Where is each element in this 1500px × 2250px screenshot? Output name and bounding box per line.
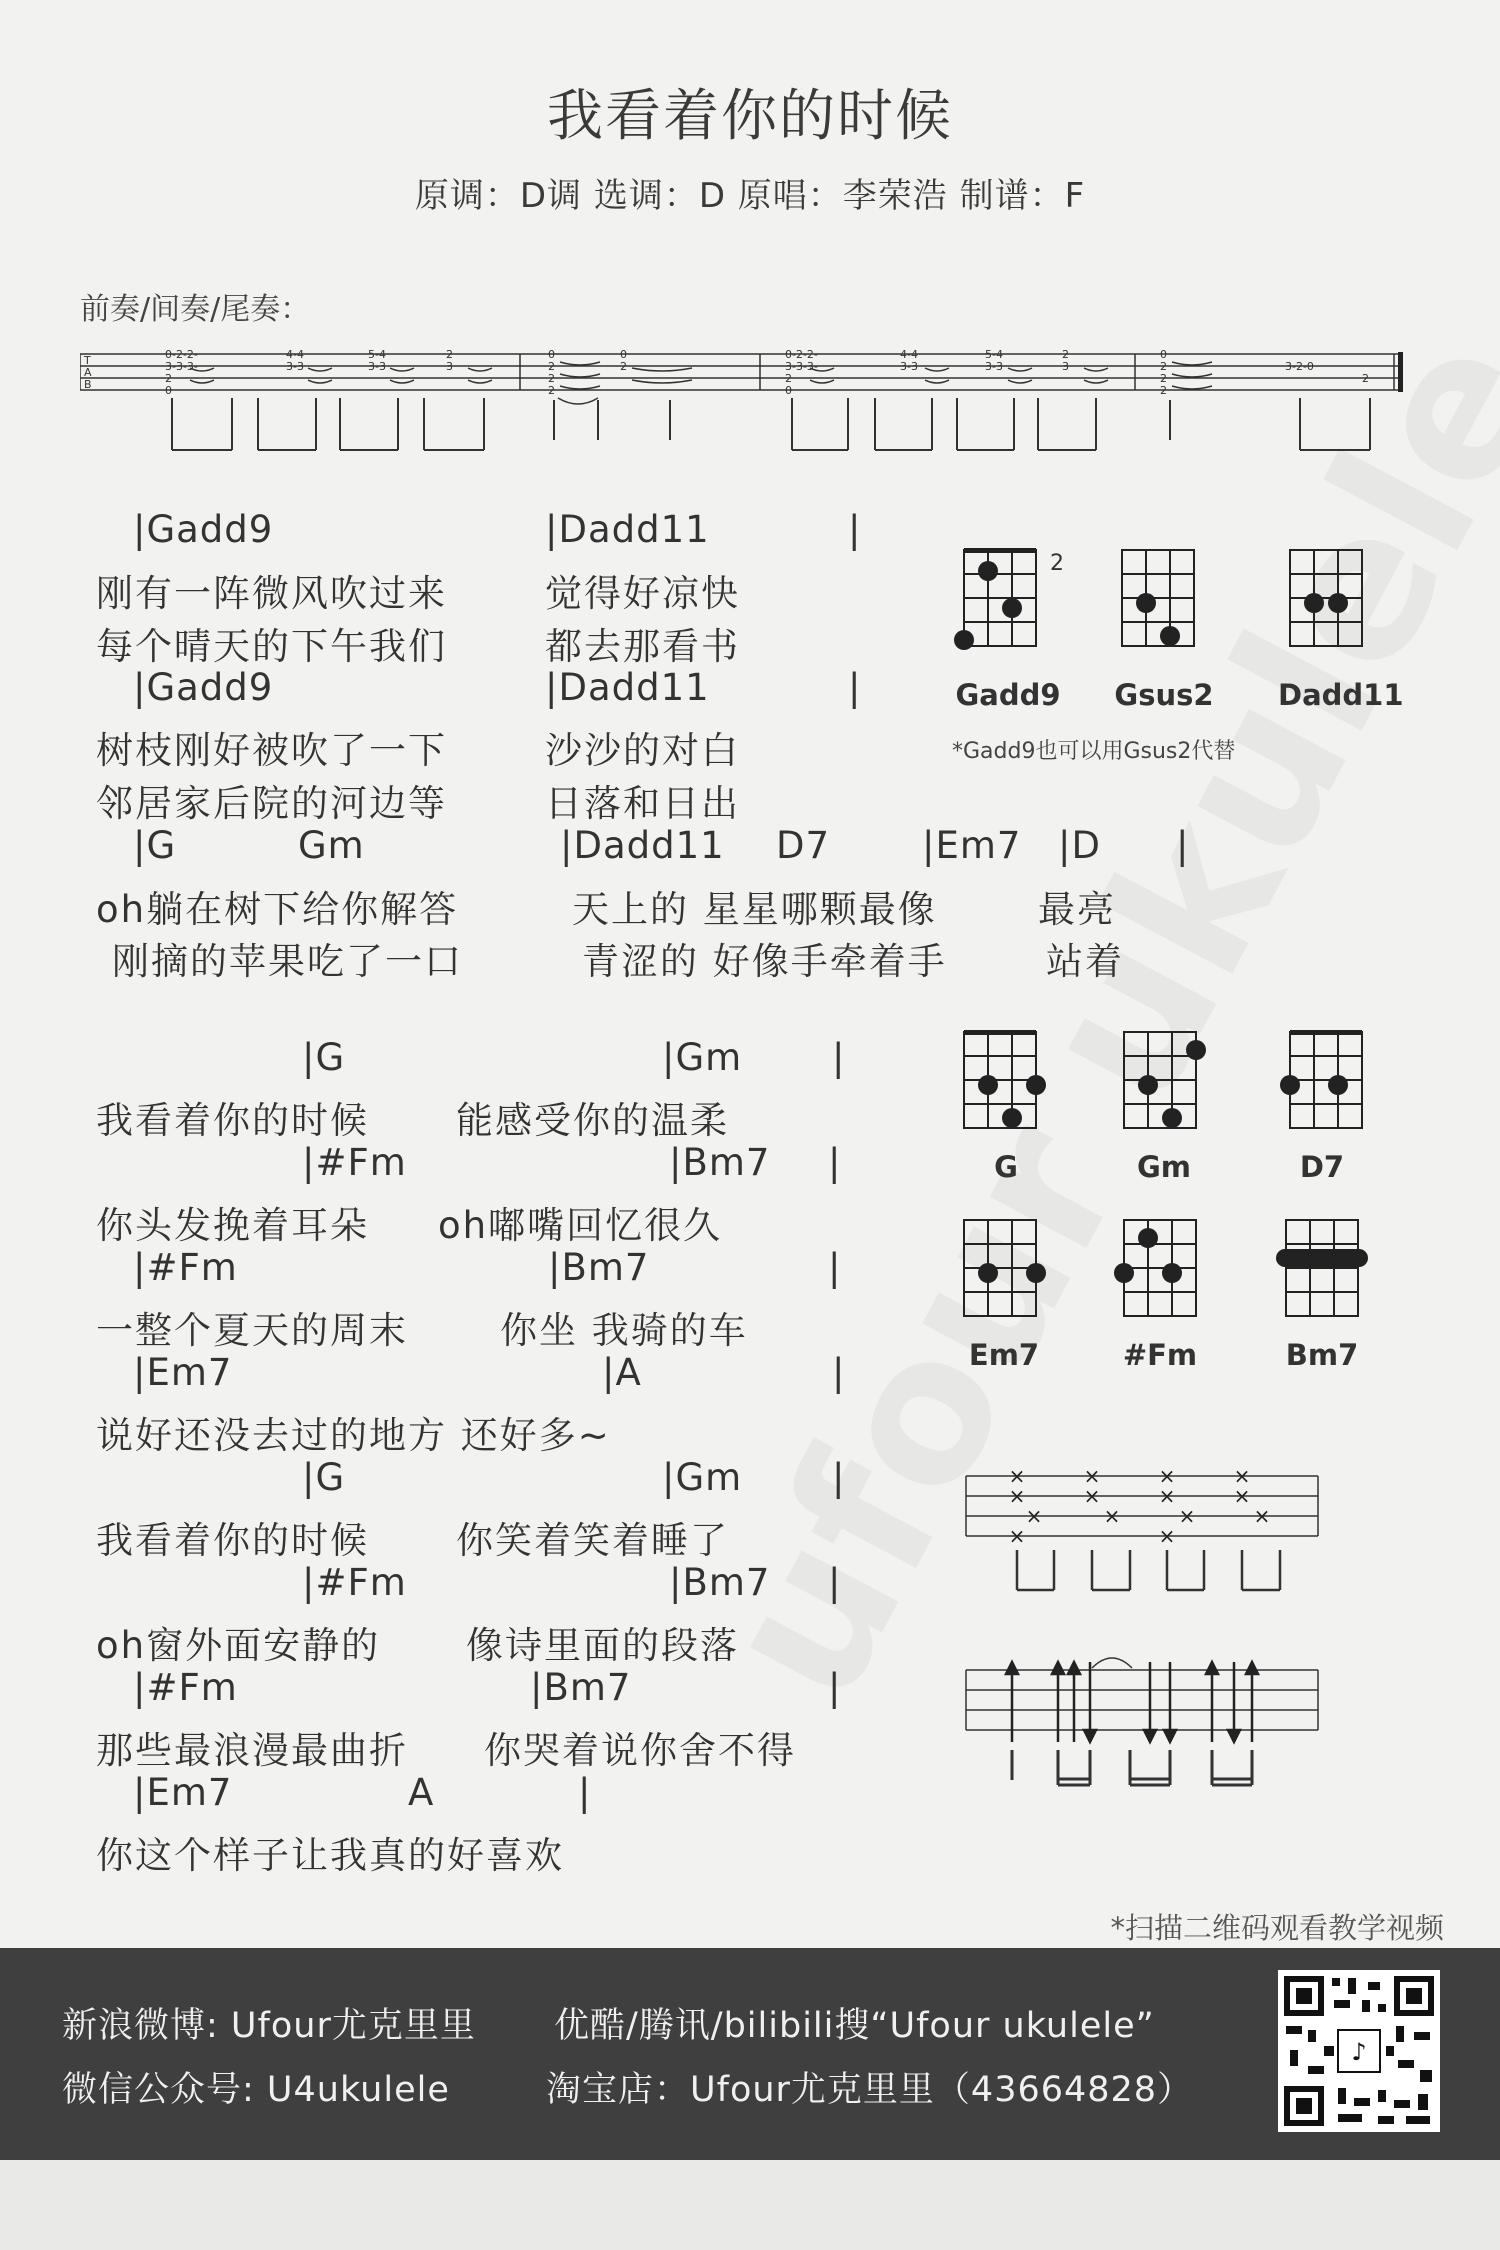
gadd9-note: *Gadd9也可以用Gsus2代替	[952, 739, 1236, 764]
svg-text:3: 3	[446, 360, 453, 373]
chord-label: D7	[776, 824, 831, 867]
lyric-line: 能感受你的温柔	[456, 1099, 729, 1142]
chord-label: |Bm7	[669, 1561, 771, 1604]
svg-text:×: ×	[1158, 1524, 1176, 1548]
chord-name: G	[994, 1150, 1018, 1184]
chord-label: |D	[1058, 824, 1101, 867]
bar-line: |	[848, 508, 861, 551]
svg-text:2: 2	[548, 360, 555, 373]
lyric-line: 我看着你的时候	[96, 1519, 369, 1562]
svg-text:2: 2	[1160, 372, 1167, 385]
lyric-line: 日落和日出	[545, 782, 740, 825]
chord-label: |Gm	[662, 1456, 743, 1499]
svg-text:×: ×	[1253, 1504, 1271, 1528]
tab-m2-s1: 0	[548, 348, 555, 361]
bar-line: |	[832, 1456, 845, 1499]
tab-m1-s3: 2	[165, 372, 172, 385]
lyric-line: 刚摘的苹果吃了一口	[112, 940, 463, 983]
svg-text:×: ×	[1233, 1464, 1251, 1488]
chord-label: Gm	[298, 824, 365, 867]
tab-letter-b: B	[84, 378, 92, 391]
chord-label: |Em7	[133, 1351, 233, 1394]
lyric-line: 站着	[1046, 940, 1124, 983]
svg-text:0-2-2-: 0-2-2-	[785, 348, 818, 361]
chord-label: |#Fm	[133, 1246, 238, 1289]
gadd9-fret-number: 2	[1050, 551, 1064, 576]
chord-label: |Dadd11	[545, 508, 710, 551]
footer	[0, 1948, 1500, 2160]
chord-label: |G	[133, 824, 177, 867]
svg-text:5-4: 5-4	[985, 348, 1003, 361]
svg-text:4-4: 4-4	[900, 348, 918, 361]
lyric-line: 你笑着笑着睡了	[456, 1519, 729, 1562]
chord-label: |#Fm	[302, 1141, 407, 1184]
svg-text:3-3: 3-3	[368, 360, 386, 373]
lyric-line: 说好还没去过的地方 还好多~	[96, 1414, 611, 1457]
chord-name: Bm7	[1285, 1338, 1359, 1372]
tab-letter-a: A	[84, 366, 92, 379]
footer-wechat: 微信公众号: U4ukulele	[62, 2070, 450, 2110]
lyric-line: 像诗里面的段落	[466, 1624, 739, 1667]
song-meta: 原调：D调 选调：D 原唱：李荣浩 制谱：F	[414, 176, 1086, 216]
footer-taobao: 淘宝店：Ufour尤克里里（43664828）	[546, 2070, 1194, 2110]
lyric-line: oh躺在树下给你解答	[96, 888, 459, 931]
chord-label: |Bm7	[669, 1141, 771, 1184]
footer-weibo: 新浪微博: Ufour尤克里里	[62, 2006, 476, 2046]
bottom-strip	[0, 2160, 1500, 2250]
chord-diagram-fsm	[1110, 1210, 1220, 1340]
svg-text:×: ×	[1008, 1484, 1026, 1508]
lyric-line: 刚有一阵微风吹过来	[96, 572, 447, 615]
chord-diagram-em7	[950, 1210, 1060, 1340]
chord-label: |Dadd11	[545, 666, 710, 709]
intro-tab	[80, 340, 1420, 470]
lyric-line: 树枝刚好被吹了一下	[96, 729, 447, 772]
chord-diagram-d7	[1276, 1022, 1376, 1152]
lyric-line: 一整个夏天的周末	[96, 1309, 408, 1352]
chord-name: Gadd9	[955, 678, 1061, 712]
chord-diagram-gm	[1110, 1022, 1220, 1152]
bar-line: |	[828, 1561, 841, 1604]
chord-label: |Dadd11	[560, 824, 725, 867]
svg-text:3-3: 3-3	[286, 360, 304, 373]
bar-line: |	[832, 1351, 845, 1394]
svg-text:3-3-3-: 3-3-3-	[785, 360, 818, 373]
svg-text:3-3: 3-3	[900, 360, 918, 373]
svg-text:2: 2	[785, 372, 792, 385]
svg-text:0: 0	[785, 384, 792, 397]
svg-text:×: ×	[1103, 1504, 1121, 1528]
lyric-line: 那些最浪漫最曲折	[96, 1729, 408, 1772]
tab-m1-s4: 0	[165, 384, 172, 397]
bar-line: |	[828, 1141, 841, 1184]
chord-label: |Gm	[662, 1036, 743, 1079]
picking-pattern	[962, 1460, 1322, 1610]
intro-label: 前奏/间奏/尾奏：	[80, 292, 311, 327]
chord-name: Dadd11	[1278, 678, 1404, 712]
chord-label: |#Fm	[302, 1561, 407, 1604]
lyric-line: 你哭着说你舍不得	[484, 1729, 796, 1772]
svg-text:2: 2	[548, 372, 555, 385]
strum-pattern	[962, 1640, 1322, 1800]
chord-name: #Fm	[1122, 1338, 1198, 1372]
chord-label: |Bm7	[548, 1246, 650, 1289]
svg-text:2: 2	[1062, 348, 1069, 361]
svg-text:2: 2	[1160, 360, 1167, 373]
footer-video: 优酷/腾讯/bilibili搜“Ufour ukulele”	[554, 2006, 1155, 2046]
svg-text:×: ×	[1178, 1504, 1196, 1528]
chord-diagram-g	[950, 1022, 1060, 1152]
bar-line: |	[578, 1771, 591, 1814]
song-title: 我看着你的时候	[547, 84, 953, 149]
svg-text:×: ×	[1008, 1524, 1026, 1548]
svg-text:×: ×	[1158, 1484, 1176, 1508]
chord-name: Gm	[1136, 1150, 1192, 1184]
chord-label: |Gadd9	[133, 508, 274, 551]
chord-label: |Em7	[922, 824, 1022, 867]
chord-label: |#Fm	[133, 1666, 238, 1709]
lyric-line: 都去那看书	[545, 625, 740, 668]
chord-label: |Em7	[133, 1771, 233, 1814]
bar-line: |	[848, 666, 861, 709]
chord-label: A	[408, 1771, 435, 1814]
qr-code[interactable]	[1278, 1970, 1440, 2132]
lyric-line: 觉得好凉快	[545, 572, 740, 615]
chord-diagram-dadd11	[1276, 540, 1376, 670]
svg-text:2: 2	[1362, 372, 1369, 385]
svg-text:3: 3	[1062, 360, 1069, 373]
svg-text:0: 0	[620, 348, 627, 361]
lyric-line: 天上的 星星哪颗最像	[572, 888, 937, 931]
tab-m1-s1: 0-2-2-	[165, 348, 198, 361]
lyric-line: 最亮	[1038, 888, 1116, 931]
svg-text:×: ×	[1158, 1464, 1176, 1488]
svg-text:×: ×	[1008, 1464, 1026, 1488]
svg-text:0: 0	[1160, 348, 1167, 361]
svg-text:♪: ♪	[1351, 2038, 1367, 2066]
chord-label: |Gadd9	[133, 666, 274, 709]
svg-text:2: 2	[620, 360, 627, 373]
chord-label: |G	[302, 1456, 346, 1499]
svg-text:2: 2	[548, 384, 555, 397]
tab-m4-tail: 3-2-0	[1285, 360, 1314, 373]
svg-text:5-4: 5-4	[368, 348, 386, 361]
chord-label: |G	[302, 1036, 346, 1079]
svg-text:×: ×	[1025, 1504, 1043, 1528]
svg-text:×: ×	[1083, 1484, 1101, 1508]
lyric-line: 我看着你的时候	[96, 1099, 369, 1142]
chord-name: Em7	[968, 1338, 1040, 1372]
lyric-line: oh窗外面安静的	[96, 1624, 381, 1667]
lyric-line: 你坐 我骑的车	[500, 1309, 748, 1352]
chord-diagram-bm7	[1272, 1210, 1382, 1340]
lyric-line: 邻居家后院的河边等	[96, 782, 447, 825]
bar-line: |	[832, 1036, 845, 1079]
lyric-line: 沙沙的对白	[545, 729, 740, 772]
bar-line: |	[828, 1246, 841, 1289]
lyric-line: 你这个样子让我真的好喜欢	[96, 1834, 564, 1877]
lyric-line: 每个晴天的下午我们	[96, 625, 447, 668]
chord-name: D7	[1299, 1150, 1345, 1184]
svg-text:2: 2	[1160, 384, 1167, 397]
qr-note: *扫描二维码观看教学视频	[1110, 1911, 1444, 1945]
svg-text:3-3: 3-3	[985, 360, 1003, 373]
lyric-line: 青涩的 好像手牵着手	[582, 940, 947, 983]
tab-letter-t: T	[84, 354, 91, 367]
chord-label: |Bm7	[530, 1666, 632, 1709]
bar-line: |	[1176, 824, 1189, 867]
chord-name: Gsus2	[1114, 678, 1214, 712]
lyric-line: oh嘟嘴回忆很久	[438, 1204, 723, 1247]
chord-diagram-gsus2	[1108, 540, 1208, 670]
svg-text:×: ×	[1233, 1484, 1251, 1508]
tab-m1-s2: 3-3-3-	[165, 360, 198, 373]
lyric-line: 你头发挽着耳朵	[96, 1204, 369, 1247]
svg-text:2: 2	[446, 348, 453, 361]
svg-text:4-4: 4-4	[286, 348, 304, 361]
chord-diagram-gadd9	[950, 540, 1070, 670]
chord-label: |A	[602, 1351, 642, 1394]
svg-text:×: ×	[1083, 1464, 1101, 1488]
bar-line: |	[828, 1666, 841, 1709]
